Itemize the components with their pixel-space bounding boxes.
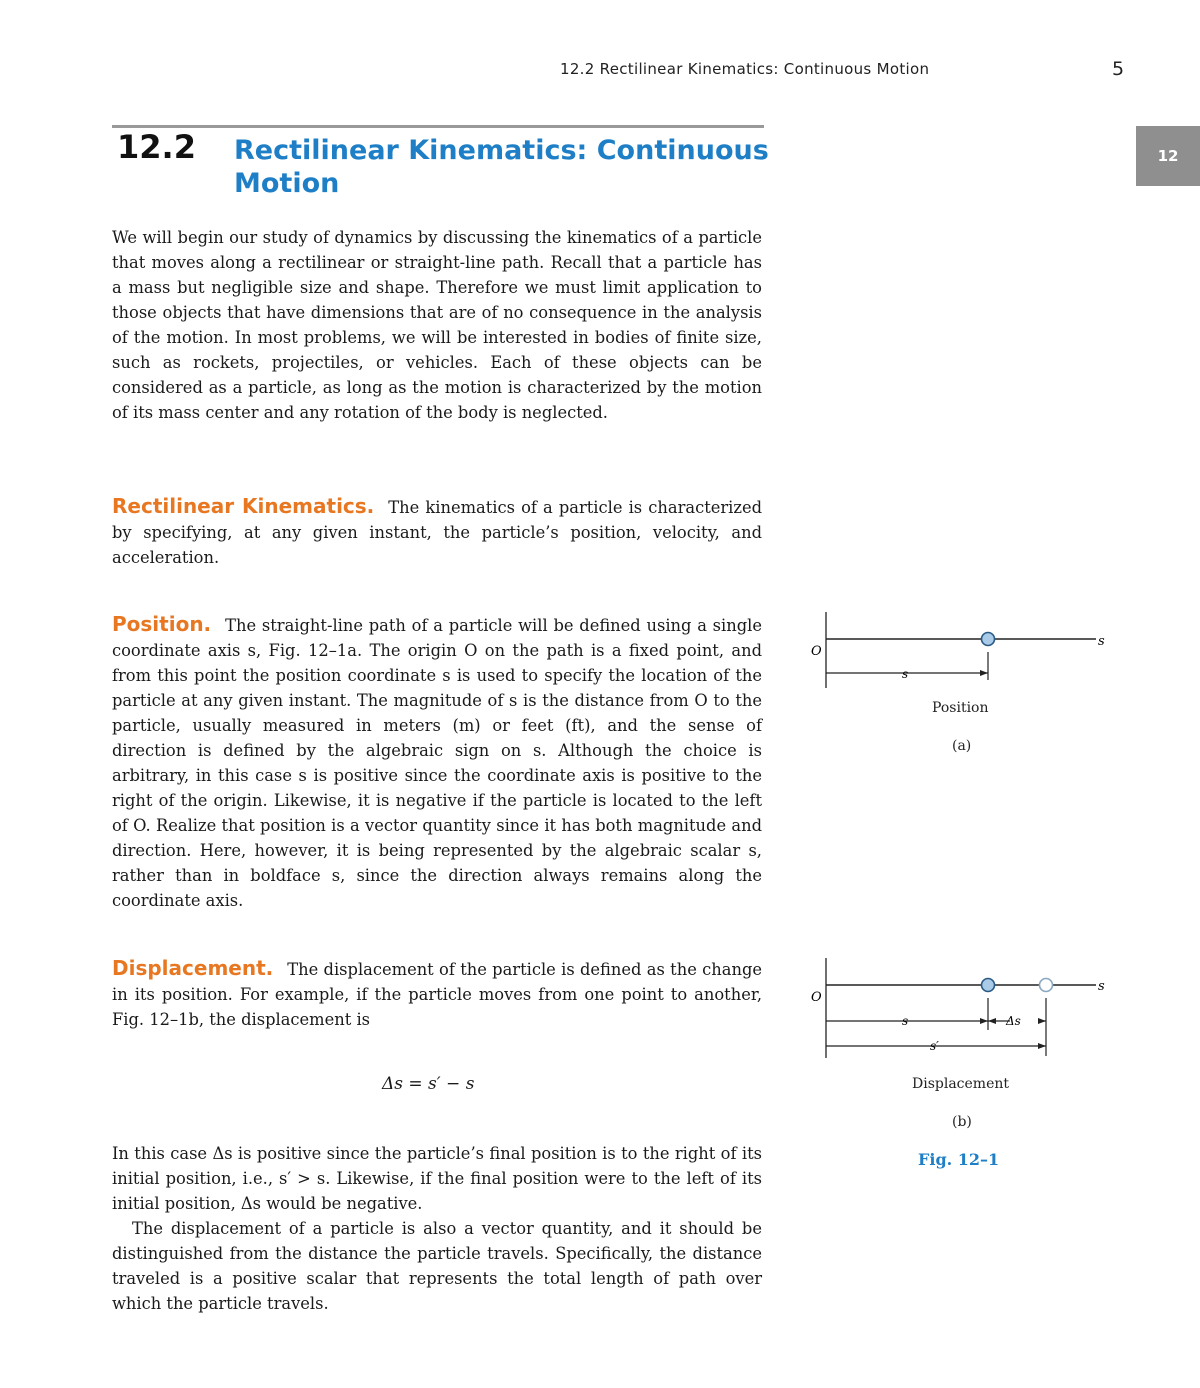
page-number: 5 xyxy=(1112,58,1125,80)
final-particle-icon xyxy=(1040,979,1053,992)
running-head: 12.2 Rectilinear Kinematics: Continuous Motion xyxy=(560,60,930,78)
chapter-tab: 12 xyxy=(1136,126,1200,186)
section-rule xyxy=(112,125,764,128)
rectilinear-heading: Rectilinear Kinematics. xyxy=(112,494,375,518)
axis-label: s xyxy=(1098,979,1105,994)
displacement-heading: Displacement. xyxy=(112,956,274,980)
origin-label: O xyxy=(811,644,822,659)
displacement-sign-paragraph: In this case Δs is positive since the particle’s final position is to the right of its initial position, i.e., s′ > s. Likewise, if the final position were to the left of its initial position, Δs would be negative. xyxy=(112,1144,762,1213)
rectilinear-paragraph xyxy=(112,494,762,570)
position-paragraph xyxy=(112,612,762,913)
displacement-text: The displacement of the particle is defined as the change in its position. For example, if the particle moves from one point to another, Fig. 12–1b, the displacement is xyxy=(112,960,762,1029)
position-dimension-label: s xyxy=(902,667,909,681)
dimension-arrowhead xyxy=(980,670,988,676)
intro-paragraph: We will begin our study of dynamics by discussing the kinematics of a particle that moves along a rectilinear or straight-line path. Recall that a particle has a mass but negligible size and shape. Therefore we must limit application to those objects that have dimensions that are of no consequence in the analysis of the motion. In most problems, we will be interested in bodies of finite size, such as rockets, projectiles, or vehicles. Each of these objects can be considered as a particle, as long as the motion is characterized by the motion of its mass center and any rotation of the body is neglected. xyxy=(112,228,762,422)
figure-label: Fig. 12–1 xyxy=(918,1150,1000,1169)
figure-b-diagram xyxy=(800,958,1110,1060)
displacement-equation: Δs = s′ − s xyxy=(382,1074,475,1094)
particle-icon xyxy=(982,633,995,646)
dimension-arrowhead xyxy=(1038,1018,1046,1024)
origin-label: O xyxy=(811,990,822,1005)
figure-b-tag: (b) xyxy=(952,1114,972,1130)
figure-a-diagram xyxy=(800,612,1110,692)
distance-paragraph: The displacement of a particle is also a vector quantity, and it should be distinguished from the distance the particle travels. Specifically, the distance traveled is a positive scalar that represents the total length of path over which the particle travels. xyxy=(112,1219,762,1313)
initial-particle-icon xyxy=(982,979,995,992)
position-heading: Position. xyxy=(112,612,212,636)
figure-a-tag: (a) xyxy=(952,738,972,754)
dimension-arrowhead xyxy=(980,1018,988,1024)
rectilinear-text: The kinematics of a particle is characterized by specifying, at any given instant, the particle’s position, velocity, and acceleration. xyxy=(112,498,762,567)
section-title: Rectilinear Kinematics: Continuous Motion xyxy=(234,135,769,199)
delta-s-label: Δs xyxy=(1006,1014,1021,1028)
section-number: 12.2 xyxy=(117,128,196,166)
s-label: s xyxy=(902,1014,909,1028)
displacement-paragraph xyxy=(112,956,762,1032)
position-text: The straight-line path of a particle will be defined using a single coordinate axis s, Fig. 12–1a. The origin O on the path is a fixed point, and from this point the position coordinate s is used to specify the location of the particle at any given instant. The magnitude of s is the distance from O to the particle, usually measured in meters (m) or feet (ft), and the sense of direction is defined by the algebraic sign on s. Although the choice is arbitrary, in this case s is positive since the coordinate axis is positive to the right of the origin. Likewise, it is negative if the particle is located to the left of O. Realize that position is a vector quantity since it has both magnitude and direction. Here, however, it is being represented by the algebraic scalar s, rather than in boldface s, since the direction always remains along the coordinate axis. xyxy=(112,616,762,910)
dimension-arrowhead xyxy=(1038,1043,1046,1049)
figure-a-caption: Position xyxy=(932,700,989,716)
s-prime-label: s′ xyxy=(930,1039,939,1053)
dimension-arrowhead xyxy=(988,1018,996,1024)
figure-b-caption: Displacement xyxy=(912,1076,1010,1092)
axis-label: s xyxy=(1098,634,1105,649)
